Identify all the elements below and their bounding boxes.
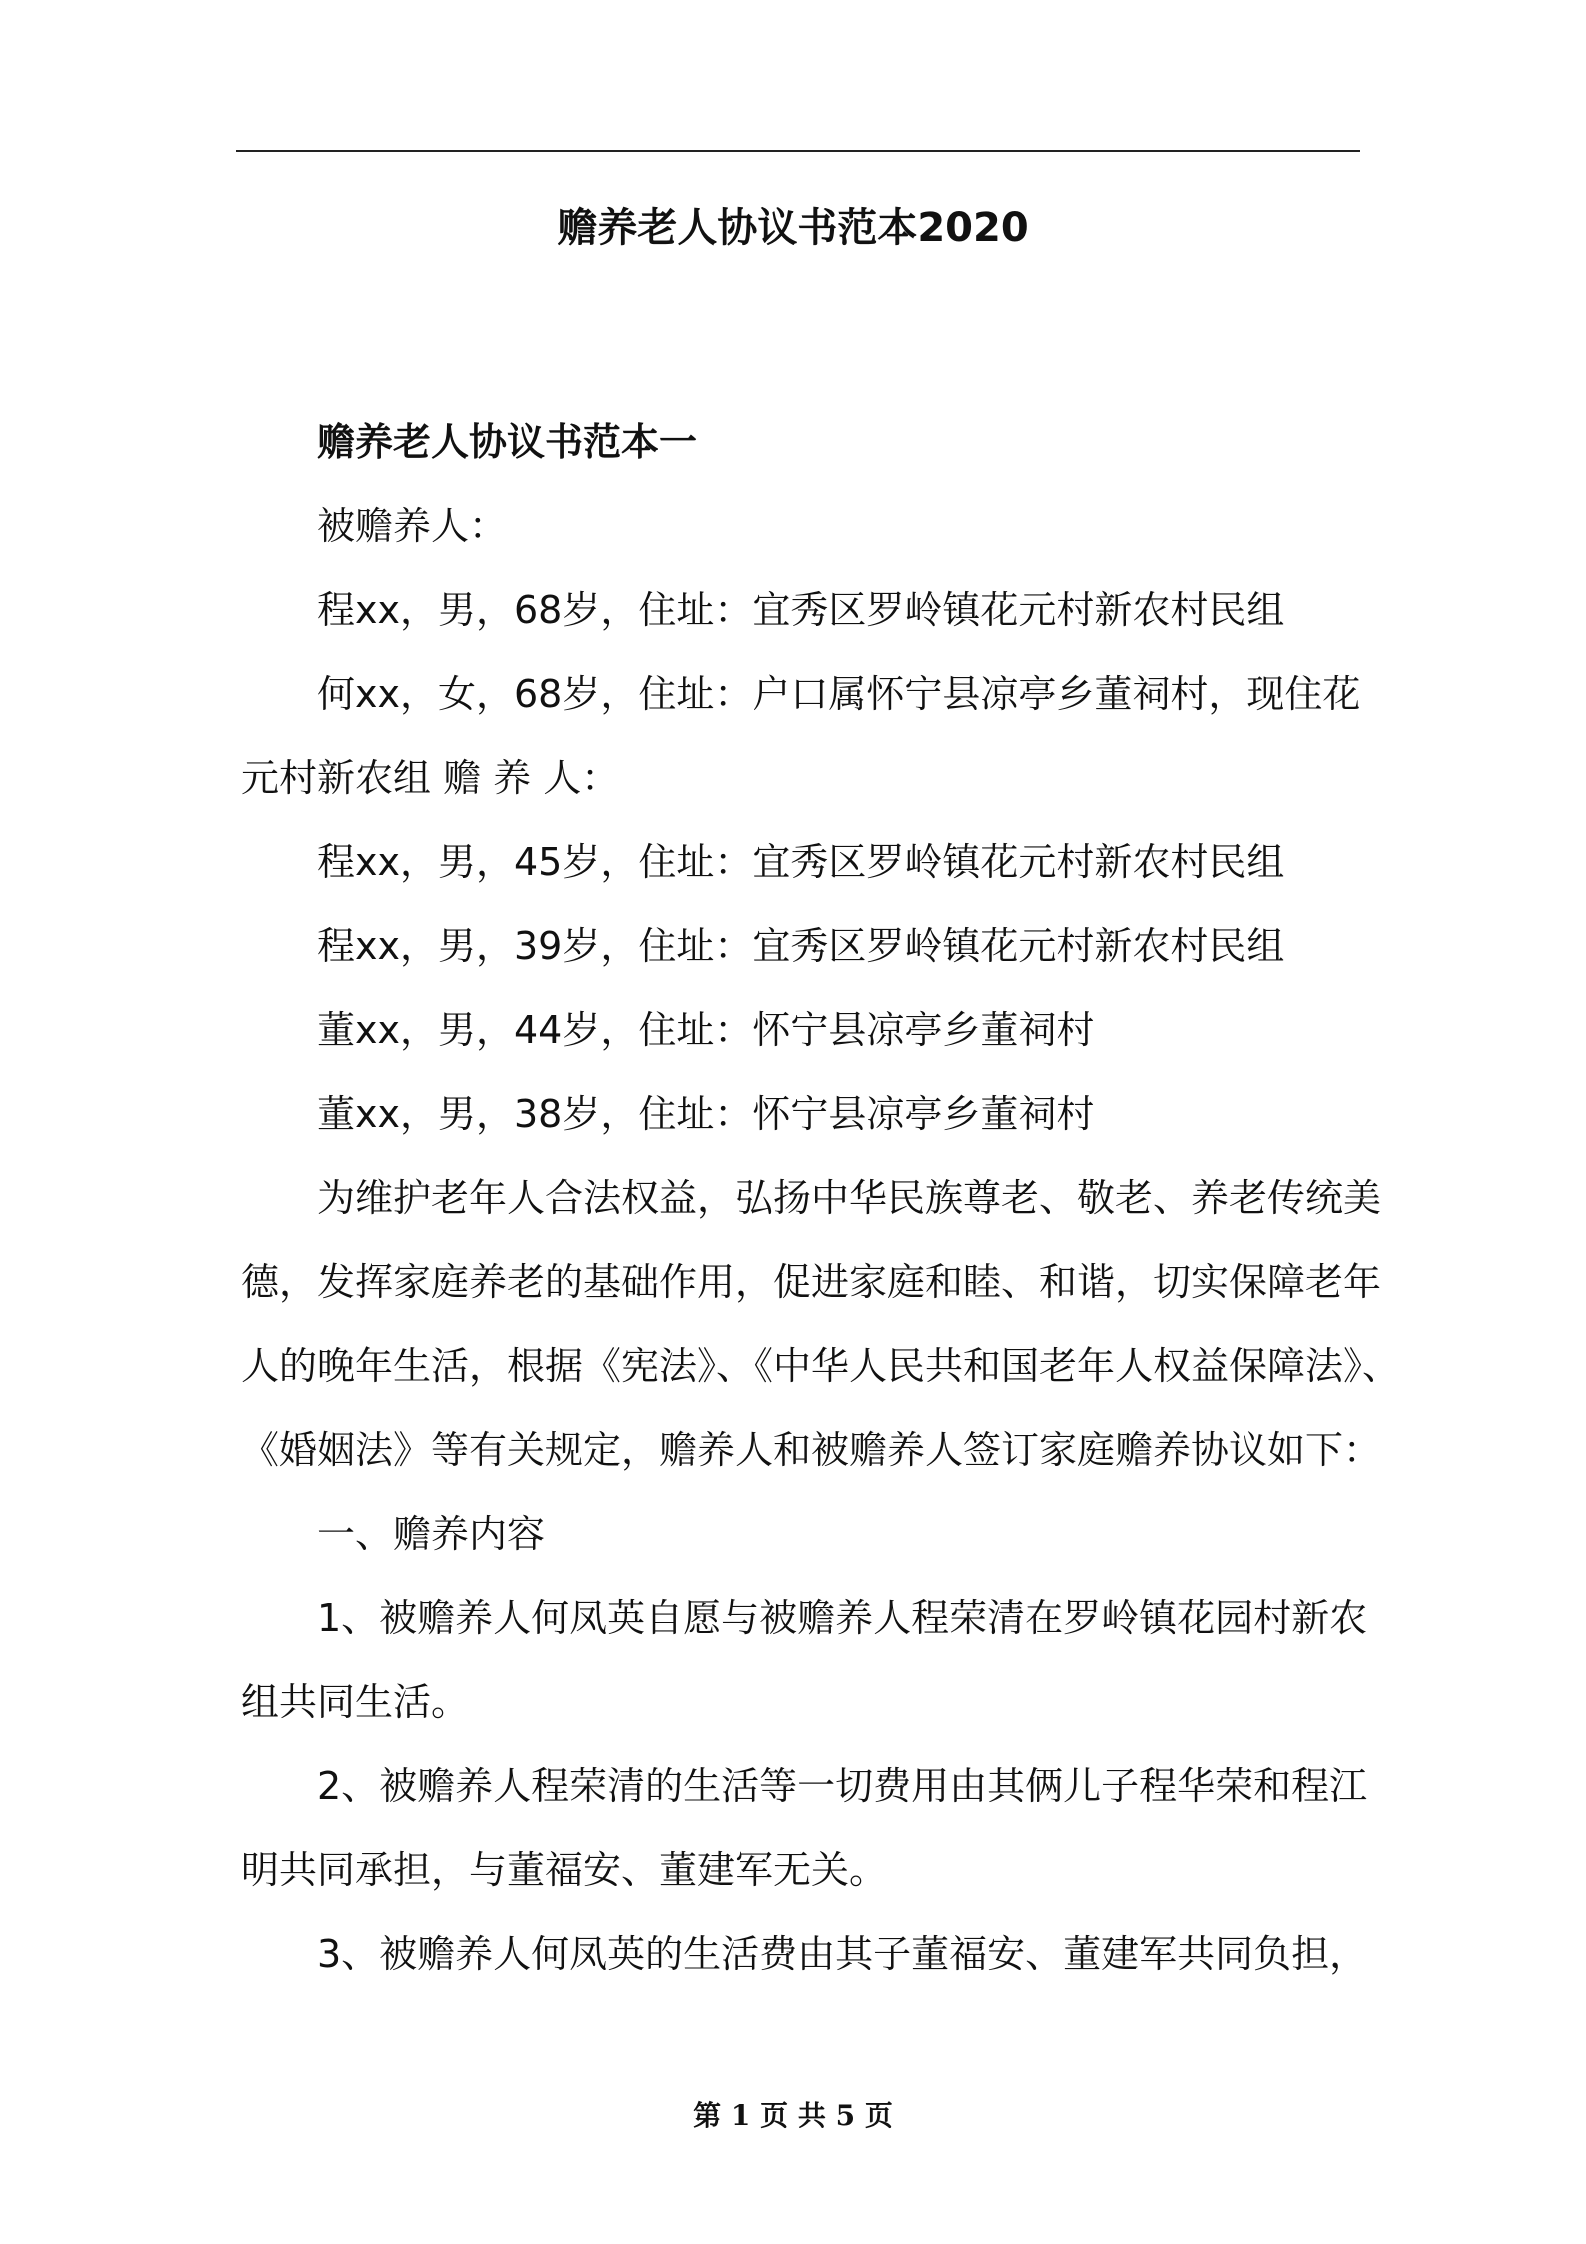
page-footer: 第 1 页 共 5 页 (693, 2099, 893, 2132)
body-paragraph-line: 德，发挥家庭养老的基础作用，促进家庭和睦、和谐，切实保障老年 (241, 1260, 1382, 1304)
body-paragraph-line: 组共同生活。 (241, 1680, 470, 1724)
body-paragraph-line: 程xx，男，45岁，住址：宜秀区罗岭镇花元村新农村民组 (317, 840, 1285, 884)
body-paragraph-line: 为维护老年人合法权益，弘扬中华民族尊老、敬老、养老传统美 (317, 1176, 1382, 1220)
body-paragraph-line: 2、被赡养人程荣清的生活等一切费用由其俩儿子程华荣和程江 (317, 1764, 1368, 1808)
header-rule (236, 150, 1360, 152)
body-paragraph-line: 程xx，男，39岁，住址：宜秀区罗岭镇花元村新农村民组 (317, 924, 1285, 968)
document-body (241, 400, 1401, 1996)
body-paragraph-line: 董xx，男，38岁，住址：怀宁县凉亭乡董祠村 (317, 1092, 1095, 1136)
section-heading: 赡养老人协议书范本一 (317, 420, 698, 464)
body-paragraph-line: 程xx，男，68岁，住址：宜秀区罗岭镇花元村新农村民组 (317, 588, 1285, 632)
body-paragraph-line: 1、被赡养人何凤英自愿与被赡养人程荣清在罗岭镇花园村新农 (317, 1596, 1368, 1640)
body-paragraph-line: 明共同承担，与董福安、董建军无关。 (241, 1848, 888, 1892)
body-paragraph-line: 董xx，男，44岁，住址：怀宁县凉亭乡董祠村 (317, 1008, 1095, 1052)
body-paragraph-line: 被赡养人： (317, 504, 508, 548)
body-paragraph-line: 3、被赡养人何凤英的生活费由其子董福安、董建军共同负担， (317, 1932, 1368, 1976)
body-paragraph-line: 人的晚年生活，根据《宪法》、《中华人民共和国老年人权益保障法》、 (241, 1344, 1401, 1388)
body-paragraph-line: 何xx，女，68岁，住址：户口属怀宁县凉亭乡董祠村，现住花 (317, 672, 1361, 716)
body-paragraph-line: 元村新农组 赡 养 人： (241, 756, 620, 800)
body-paragraph-line: 一、赡养内容 (317, 1512, 546, 1556)
body-paragraph-line: 《婚姻法》等有关规定，赡养人和被赡养人签订家庭赡养协议如下： (241, 1428, 1382, 1472)
document-title: 赡养老人协议书范本2020 (557, 205, 1029, 251)
